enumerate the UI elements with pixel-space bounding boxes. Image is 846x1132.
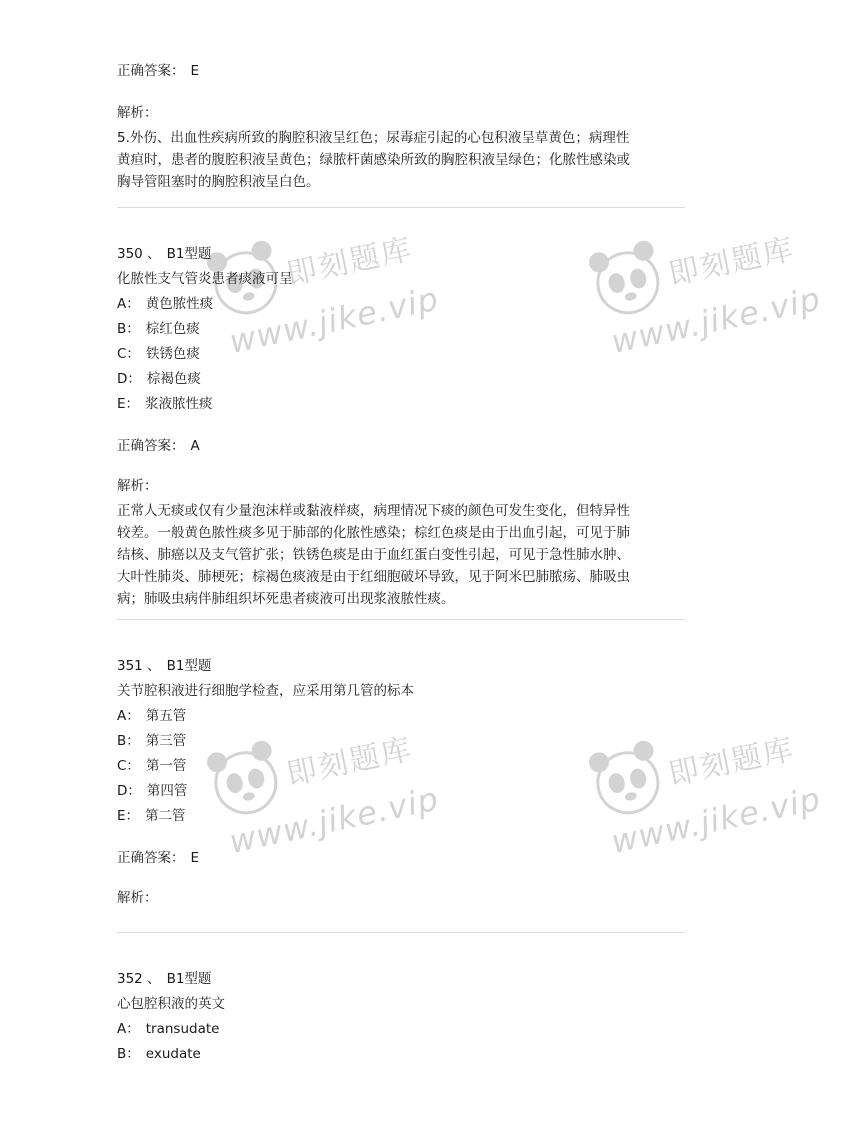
question-type: B1型题	[166, 246, 212, 262]
answer-value: E	[190, 850, 200, 866]
question-type: B1型题	[166, 658, 212, 674]
panda-icon	[580, 733, 675, 828]
question-number: 350 、	[117, 246, 161, 262]
question-header	[117, 245, 211, 263]
option-label: E：	[117, 808, 140, 824]
option-label: E：	[117, 396, 140, 412]
question-stem: 心包腔积液的英文	[117, 996, 225, 1012]
option-text: 棕褐色痰	[146, 371, 201, 387]
analysis-line: 结核、肺癌以及支气管扩张；铁锈色痰是由于血红蛋白变性引起，可见于急性肺水肿、	[117, 547, 630, 563]
option-text: 棕红色痰	[145, 321, 200, 337]
option-label: D：	[117, 783, 141, 799]
option-label: B：	[117, 1046, 140, 1062]
question-number: 352 、	[117, 971, 161, 987]
option-text: 第五管	[145, 708, 187, 724]
watermark-brand: 即刻题库	[283, 231, 417, 293]
analysis-line: 5.外伤、出血性疾病所致的胸腔积液呈红色；尿毒症引起的心包积液呈草黄色；病理性	[117, 130, 630, 146]
analysis-line: 较差。一般黄色脓性痰多见于肺部的化脓性感染；棕红色痰是由于出血引起，可见于肺	[117, 525, 630, 541]
answer-row	[117, 62, 199, 80]
divider	[117, 207, 685, 208]
analysis-label: 解析：	[117, 105, 158, 121]
question-stem: 化脓性支气管炎患者痰液可呈	[117, 271, 293, 287]
option-text: 浆液脓性痰	[145, 396, 213, 412]
watermark-url: www.jike.vip	[607, 279, 825, 361]
answer-row	[117, 849, 199, 867]
analysis-line: 病；肺吸虫病伴肺组织坏死患者痰液可出现浆液脓性痰。	[117, 591, 455, 607]
option-text: exudate	[145, 1046, 201, 1062]
answer-value: E	[190, 63, 200, 79]
analysis-line: 黄疸时，患者的腹腔积液呈黄色；绿脓杆菌感染所致的胸腔积液呈绿色；化脓性感染或	[117, 152, 630, 168]
watermark	[198, 700, 464, 897]
option-c[interactable]	[117, 345, 200, 363]
answer-row	[117, 437, 200, 455]
question-header	[117, 970, 211, 988]
answer-label: 正确答案：	[117, 63, 185, 79]
answer-label: 正确答案：	[117, 850, 185, 866]
panda-icon	[580, 233, 675, 328]
option-label: B：	[117, 321, 140, 337]
watermark-brand: 即刻题库	[665, 231, 799, 293]
analysis-line: 大叶性肺炎、肺梗死；棕褐色痰液是由于红细胞破坏导致，见于阿米巴肺脓疡、肺吸虫	[117, 569, 630, 585]
option-text: 第二管	[145, 808, 186, 824]
question-stem: 关节腔积液进行细胞学检查，应采用第几管的标本	[117, 683, 414, 699]
panda-icon	[198, 733, 293, 828]
analysis-line: 正常人无痰或仅有少量泡沫样或黏液样痰，病理情况下痰的颜色可发生变化，但特异性	[117, 503, 630, 519]
option-text: 铁锈色痰	[145, 346, 200, 362]
option-text: transudate	[145, 1021, 220, 1037]
option-text: 第一管	[145, 758, 187, 774]
divider	[117, 619, 685, 620]
option-label: A：	[117, 296, 140, 312]
divider	[117, 932, 685, 933]
answer-value: A	[190, 438, 200, 454]
option-label: C：	[117, 758, 140, 774]
option-label: C：	[117, 346, 140, 362]
option-a[interactable]	[117, 295, 213, 313]
option-label: B：	[117, 733, 140, 749]
question-type: B1型题	[166, 971, 212, 987]
watermark-brand: 即刻题库	[665, 731, 799, 793]
analysis-label: 解析：	[117, 478, 158, 494]
option-a[interactable]	[117, 1020, 219, 1038]
option-b[interactable]	[117, 320, 200, 338]
option-c[interactable]	[117, 757, 186, 775]
option-b[interactable]	[117, 1045, 201, 1063]
watermark	[580, 200, 846, 397]
option-label: A：	[117, 1021, 140, 1037]
question-header	[117, 657, 211, 675]
option-label: D：	[117, 371, 141, 387]
option-e[interactable]	[117, 395, 213, 413]
watermark	[580, 700, 846, 897]
option-text: 第四管	[146, 783, 188, 799]
option-text: 第三管	[145, 733, 187, 749]
option-b[interactable]	[117, 732, 186, 750]
watermark-url: www.jike.vip	[225, 779, 443, 861]
watermark	[198, 200, 464, 397]
option-e[interactable]	[117, 807, 186, 825]
watermark-brand: 即刻题库	[283, 731, 417, 793]
option-text: 黄色脓性痰	[145, 296, 214, 312]
option-a[interactable]	[117, 707, 186, 725]
option-d[interactable]	[117, 782, 187, 800]
option-label: A：	[117, 708, 140, 724]
question-number: 351 、	[117, 658, 161, 674]
answer-label: 正确答案：	[117, 438, 185, 454]
watermark-url: www.jike.vip	[225, 279, 443, 361]
option-d[interactable]	[117, 370, 201, 388]
watermark-url: www.jike.vip	[607, 779, 825, 861]
analysis-label: 解析：	[117, 890, 158, 906]
analysis-line: 胸导管阻塞时的胸腔积液呈白色。	[117, 174, 320, 190]
